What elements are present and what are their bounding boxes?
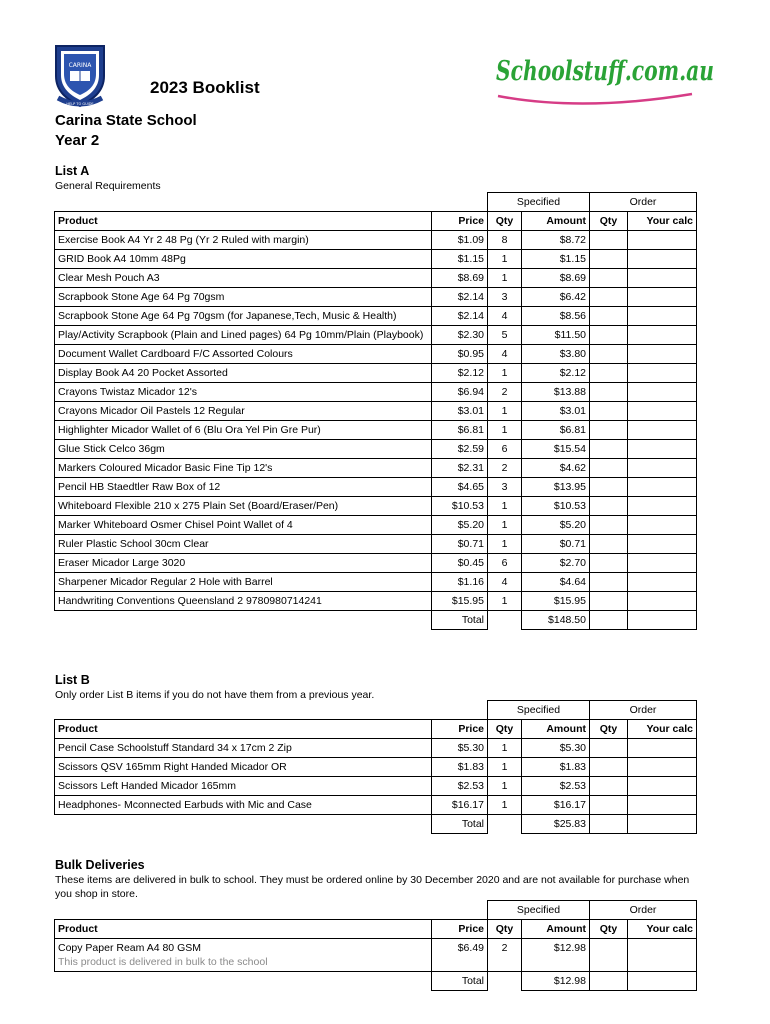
product-cell: Scrapbook Stone Age 64 Pg 70gsm xyxy=(55,288,432,307)
total-row xyxy=(55,972,697,991)
amount-cell: $11.50 xyxy=(522,326,590,345)
amount-cell: $8.69 xyxy=(522,269,590,288)
product-cell: Highlighter Micador Wallet of 6 (Blu Ora Yel Pin Gre Pur) xyxy=(55,421,432,440)
col-qty: Qty xyxy=(488,720,522,739)
your-calc-input[interactable] xyxy=(628,440,697,459)
list-b-subtitle: Only order List B items if you do not have them from a previous year. xyxy=(55,689,375,701)
price-cell: $15.95 xyxy=(432,592,488,611)
qty-cell: 2 xyxy=(488,383,522,402)
your-calc-input[interactable] xyxy=(628,307,697,326)
bulk-table xyxy=(54,900,697,991)
total-order-qty[interactable] xyxy=(590,972,628,991)
specified-header: Specified xyxy=(488,193,590,212)
table-row xyxy=(55,440,697,459)
total-label: Total xyxy=(432,972,488,991)
order-qty-input[interactable] xyxy=(590,402,628,421)
table-row xyxy=(55,383,697,402)
amount-cell: $5.30 xyxy=(522,739,590,758)
table-row xyxy=(55,573,697,592)
product-cell: Pencil Case Schoolstuff Standard 34 x 17cm 2 Zip xyxy=(55,739,432,758)
qty-cell: 1 xyxy=(488,250,522,269)
your-calc-input[interactable] xyxy=(628,478,697,497)
total-order-qty[interactable] xyxy=(590,611,628,630)
qty-cell: 1 xyxy=(488,758,522,777)
price-cell: $6.49 xyxy=(432,939,488,972)
total-amount: $12.98 xyxy=(522,972,590,991)
your-calc-input[interactable] xyxy=(628,939,697,972)
order-qty-input[interactable] xyxy=(590,250,628,269)
table-row xyxy=(55,516,697,535)
crest-text: CARINA xyxy=(68,62,92,69)
qty-cell: 4 xyxy=(488,573,522,592)
price-cell: $2.14 xyxy=(432,307,488,326)
amount-cell: $6.81 xyxy=(522,421,590,440)
col-qty: Qty xyxy=(488,920,522,939)
order-qty-input[interactable] xyxy=(590,288,628,307)
table-row xyxy=(55,326,697,345)
total-spacer xyxy=(55,815,432,834)
amount-cell: $4.64 xyxy=(522,573,590,592)
qty-cell: 6 xyxy=(488,554,522,573)
amount-cell: $5.20 xyxy=(522,516,590,535)
your-calc-input[interactable] xyxy=(628,777,697,796)
amount-cell: $12.98 xyxy=(522,939,590,972)
col-order-qty: Qty xyxy=(590,212,628,231)
col-price: Price xyxy=(432,720,488,739)
order-qty-input[interactable] xyxy=(590,554,628,573)
price-cell: $16.17 xyxy=(432,796,488,815)
qty-cell: 8 xyxy=(488,231,522,250)
order-qty-input[interactable] xyxy=(590,939,628,972)
product-cell: Ruler Plastic School 30cm Clear xyxy=(55,535,432,554)
amount-cell: $13.95 xyxy=(522,478,590,497)
qty-cell: 1 xyxy=(488,796,522,815)
qty-cell: 1 xyxy=(488,777,522,796)
total-spacer xyxy=(55,972,432,991)
qty-cell: 1 xyxy=(488,269,522,288)
col-price: Price xyxy=(432,212,488,231)
col-your-calc: Your calc xyxy=(628,720,697,739)
your-calc-input[interactable] xyxy=(628,250,697,269)
product-cell: Crayons Twistaz Micador 12's xyxy=(55,383,432,402)
total-amount: $25.83 xyxy=(522,815,590,834)
price-cell: $0.95 xyxy=(432,345,488,364)
product-cell: Whiteboard Flexible 210 x 275 Plain Set (Board/Eraser/Pen) xyxy=(55,497,432,516)
col-order-qty: Qty xyxy=(590,920,628,939)
your-calc-input[interactable] xyxy=(628,421,697,440)
total-label: Total xyxy=(432,815,488,834)
table-row xyxy=(55,402,697,421)
col-your-calc: Your calc xyxy=(628,920,697,939)
product-cell: Exercise Book A4 Yr 2 48 Pg (Yr 2 Ruled with margin) xyxy=(55,231,432,250)
amount-cell: $15.54 xyxy=(522,440,590,459)
logo-text: Schoolstuff.com.au xyxy=(496,56,714,87)
total-amount: $148.50 xyxy=(522,611,590,630)
your-calc-input[interactable] xyxy=(628,497,697,516)
table-row xyxy=(55,592,697,611)
price-cell: $4.65 xyxy=(432,478,488,497)
price-cell: $1.16 xyxy=(432,573,488,592)
total-row xyxy=(55,611,697,630)
table-row xyxy=(55,939,697,972)
table-row xyxy=(55,288,697,307)
table-row xyxy=(55,421,697,440)
product-cell: Markers Coloured Micador Basic Fine Tip 12's xyxy=(55,459,432,478)
table-row xyxy=(55,269,697,288)
product-cell: Scissors QSV 165mm Right Handed Micador OR xyxy=(55,758,432,777)
product-cell: Pencil HB Staedtler Raw Box of 12 xyxy=(55,478,432,497)
price-cell: $1.15 xyxy=(432,250,488,269)
your-calc-input[interactable] xyxy=(628,758,697,777)
amount-cell: $6.42 xyxy=(522,288,590,307)
order-qty-input[interactable] xyxy=(590,459,628,478)
crest-motto: HELP TO GUIDE xyxy=(66,102,94,106)
specified-header: Specified xyxy=(488,701,590,720)
order-qty-input[interactable] xyxy=(590,478,628,497)
price-cell: $2.59 xyxy=(432,440,488,459)
your-calc-input[interactable] xyxy=(628,554,697,573)
col-price: Price xyxy=(432,920,488,939)
total-order-qty[interactable] xyxy=(590,815,628,834)
table-row xyxy=(55,345,697,364)
qty-cell: 1 xyxy=(488,739,522,758)
order-qty-input[interactable] xyxy=(590,345,628,364)
table-row xyxy=(55,535,697,554)
order-qty-input[interactable] xyxy=(590,269,628,288)
col-amount: Amount xyxy=(522,920,590,939)
order-header: Order xyxy=(590,193,697,212)
your-calc-input[interactable] xyxy=(628,459,697,478)
amount-cell: $2.53 xyxy=(522,777,590,796)
qty-cell: 1 xyxy=(488,421,522,440)
amount-cell: $2.70 xyxy=(522,554,590,573)
total-spacer xyxy=(55,611,432,630)
qty-cell: 1 xyxy=(488,535,522,554)
price-cell: $0.45 xyxy=(432,554,488,573)
your-calc-input[interactable] xyxy=(628,383,697,402)
order-qty-input[interactable] xyxy=(590,307,628,326)
product-cell: Eraser Micador Large 3020 xyxy=(55,554,432,573)
order-qty-input[interactable] xyxy=(590,326,628,345)
product-cell: Document Wallet Cardboard F/C Assorted Colours xyxy=(55,345,432,364)
table-row xyxy=(55,758,697,777)
product-cell: Scissors Left Handed Micador 165mm xyxy=(55,777,432,796)
school-crest xyxy=(52,40,108,108)
product-cell: Scrapbook Stone Age 64 Pg 70gsm (for Japanese,Tech, Music & Health) xyxy=(55,307,432,326)
price-cell: $2.30 xyxy=(432,326,488,345)
amount-cell: $10.53 xyxy=(522,497,590,516)
amount-cell: $2.12 xyxy=(522,364,590,383)
price-cell: $5.20 xyxy=(432,516,488,535)
your-calc-input[interactable] xyxy=(628,796,697,815)
product-cell: Headphones- Mconnected Earbuds with Mic and Case xyxy=(55,796,432,815)
product-cell: GRID Book A4 10mm 48Pg xyxy=(55,250,432,269)
amount-cell: $3.80 xyxy=(522,345,590,364)
total-row xyxy=(55,815,697,834)
product-cell xyxy=(55,939,432,972)
your-calc-input[interactable] xyxy=(628,516,697,535)
your-calc-input[interactable] xyxy=(628,345,697,364)
amount-cell: $0.71 xyxy=(522,535,590,554)
amount-cell: $8.72 xyxy=(522,231,590,250)
table-row xyxy=(55,497,697,516)
product-cell: Handwriting Conventions Queensland 2 9780980714241 xyxy=(55,592,432,611)
specified-header: Specified xyxy=(488,901,590,920)
price-cell: $8.69 xyxy=(432,269,488,288)
product-cell: Clear Mesh Pouch A3 xyxy=(55,269,432,288)
qty-cell: 1 xyxy=(488,364,522,383)
order-qty-input[interactable] xyxy=(590,796,628,815)
product-cell: Glue Stick Celco 36gm xyxy=(55,440,432,459)
amount-cell: $4.62 xyxy=(522,459,590,478)
order-header: Order xyxy=(590,901,697,920)
product-name: Copy Paper Ream A4 80 GSM xyxy=(58,942,201,954)
price-cell: $10.53 xyxy=(432,497,488,516)
your-calc-input[interactable] xyxy=(628,592,697,611)
price-cell: $1.09 xyxy=(432,231,488,250)
price-cell: $3.01 xyxy=(432,402,488,421)
amount-cell: $16.17 xyxy=(522,796,590,815)
order-qty-input[interactable] xyxy=(590,535,628,554)
your-calc-input[interactable] xyxy=(628,231,697,250)
your-calc-input[interactable] xyxy=(628,326,697,345)
amount-cell: $1.15 xyxy=(522,250,590,269)
total-qty-spacer xyxy=(488,972,522,991)
school-name: Carina State School xyxy=(55,112,197,129)
col-amount: Amount xyxy=(522,212,590,231)
price-cell: $2.31 xyxy=(432,459,488,478)
qty-cell: 1 xyxy=(488,516,522,535)
table-row xyxy=(55,777,697,796)
total-your-calc[interactable] xyxy=(628,611,697,630)
qty-cell: 2 xyxy=(488,459,522,478)
table-row xyxy=(55,250,697,269)
product-cell: Crayons Micador Oil Pastels 12 Regular xyxy=(55,402,432,421)
col-order-qty: Qty xyxy=(590,720,628,739)
col-product: Product xyxy=(55,212,432,231)
schoolstuff-logo xyxy=(492,44,720,108)
order-header: Order xyxy=(590,701,697,720)
qty-cell: 3 xyxy=(488,288,522,307)
total-qty-spacer xyxy=(488,611,522,630)
qty-cell: 4 xyxy=(488,345,522,364)
price-cell: $2.14 xyxy=(432,288,488,307)
price-cell: $6.94 xyxy=(432,383,488,402)
table-row xyxy=(55,478,697,497)
order-qty-input[interactable] xyxy=(590,383,628,402)
order-qty-input[interactable] xyxy=(590,758,628,777)
order-qty-input[interactable] xyxy=(590,739,628,758)
list-a-table xyxy=(54,192,697,630)
table-row xyxy=(55,364,697,383)
table-row xyxy=(55,796,697,815)
your-calc-input[interactable] xyxy=(628,364,697,383)
table-row xyxy=(55,231,697,250)
amount-cell: $15.95 xyxy=(522,592,590,611)
product-cell: Marker Whiteboard Osmer Chisel Point Wallet of 4 xyxy=(55,516,432,535)
price-cell: $2.53 xyxy=(432,777,488,796)
total-qty-spacer xyxy=(488,815,522,834)
total-your-calc[interactable] xyxy=(628,972,697,991)
your-calc-input[interactable] xyxy=(628,402,697,421)
list-b-table xyxy=(54,700,697,834)
list-a-title: List A xyxy=(55,164,90,178)
product-cell: Display Book A4 20 Pocket Assorted xyxy=(55,364,432,383)
order-qty-input[interactable] xyxy=(590,777,628,796)
your-calc-input[interactable] xyxy=(628,269,697,288)
qty-cell: 1 xyxy=(488,592,522,611)
total-your-calc[interactable] xyxy=(628,815,697,834)
qty-cell: 1 xyxy=(488,497,522,516)
order-qty-input[interactable] xyxy=(590,231,628,250)
order-qty-input[interactable] xyxy=(590,364,628,383)
product-note: This product is delivered in bulk to the school xyxy=(58,956,268,968)
bulk-subtitle: These items are delivered in bulk to school. They must be ordered online by 30 December 2020 and are not available for purchase when you shop in store. xyxy=(55,874,690,900)
price-cell: $0.71 xyxy=(432,535,488,554)
your-calc-input[interactable] xyxy=(628,535,697,554)
product-cell: Sharpener Micador Regular 2 Hole with Barrel xyxy=(55,573,432,592)
amount-cell: $8.56 xyxy=(522,307,590,326)
price-cell: $1.83 xyxy=(432,758,488,777)
qty-cell: 2 xyxy=(488,939,522,972)
qty-cell: 6 xyxy=(488,440,522,459)
year-label: Year 2 xyxy=(55,132,100,149)
your-calc-input[interactable] xyxy=(628,288,697,307)
price-cell: $2.12 xyxy=(432,364,488,383)
order-qty-input[interactable] xyxy=(590,573,628,592)
table-row xyxy=(55,459,697,478)
col-qty: Qty xyxy=(488,212,522,231)
qty-cell: 3 xyxy=(488,478,522,497)
table-row xyxy=(55,307,697,326)
col-product: Product xyxy=(55,720,432,739)
list-b-title: List B xyxy=(55,673,90,687)
col-product: Product xyxy=(55,920,432,939)
your-calc-input[interactable] xyxy=(628,739,697,758)
page-title: 2023 Booklist xyxy=(150,78,260,97)
order-qty-input[interactable] xyxy=(590,497,628,516)
price-cell: $6.81 xyxy=(432,421,488,440)
col-your-calc: Your calc xyxy=(628,212,697,231)
table-row xyxy=(55,554,697,573)
qty-cell: 4 xyxy=(488,307,522,326)
amount-cell: $1.83 xyxy=(522,758,590,777)
order-qty-input[interactable] xyxy=(590,421,628,440)
price-cell: $5.30 xyxy=(432,739,488,758)
order-qty-input[interactable] xyxy=(590,592,628,611)
bulk-title: Bulk Deliveries xyxy=(55,858,145,872)
product-cell: Play/Activity Scrapbook (Plain and Lined pages) 64 Pg 10mm/Plain (Playbook) xyxy=(55,326,432,345)
qty-cell: 1 xyxy=(488,402,522,421)
order-qty-input[interactable] xyxy=(590,440,628,459)
order-qty-input[interactable] xyxy=(590,516,628,535)
amount-cell: $3.01 xyxy=(522,402,590,421)
qty-cell: 5 xyxy=(488,326,522,345)
table-row xyxy=(55,739,697,758)
col-amount: Amount xyxy=(522,720,590,739)
list-a-subtitle: General Requirements xyxy=(55,180,161,192)
your-calc-input[interactable] xyxy=(628,573,697,592)
amount-cell: $13.88 xyxy=(522,383,590,402)
total-label: Total xyxy=(432,611,488,630)
